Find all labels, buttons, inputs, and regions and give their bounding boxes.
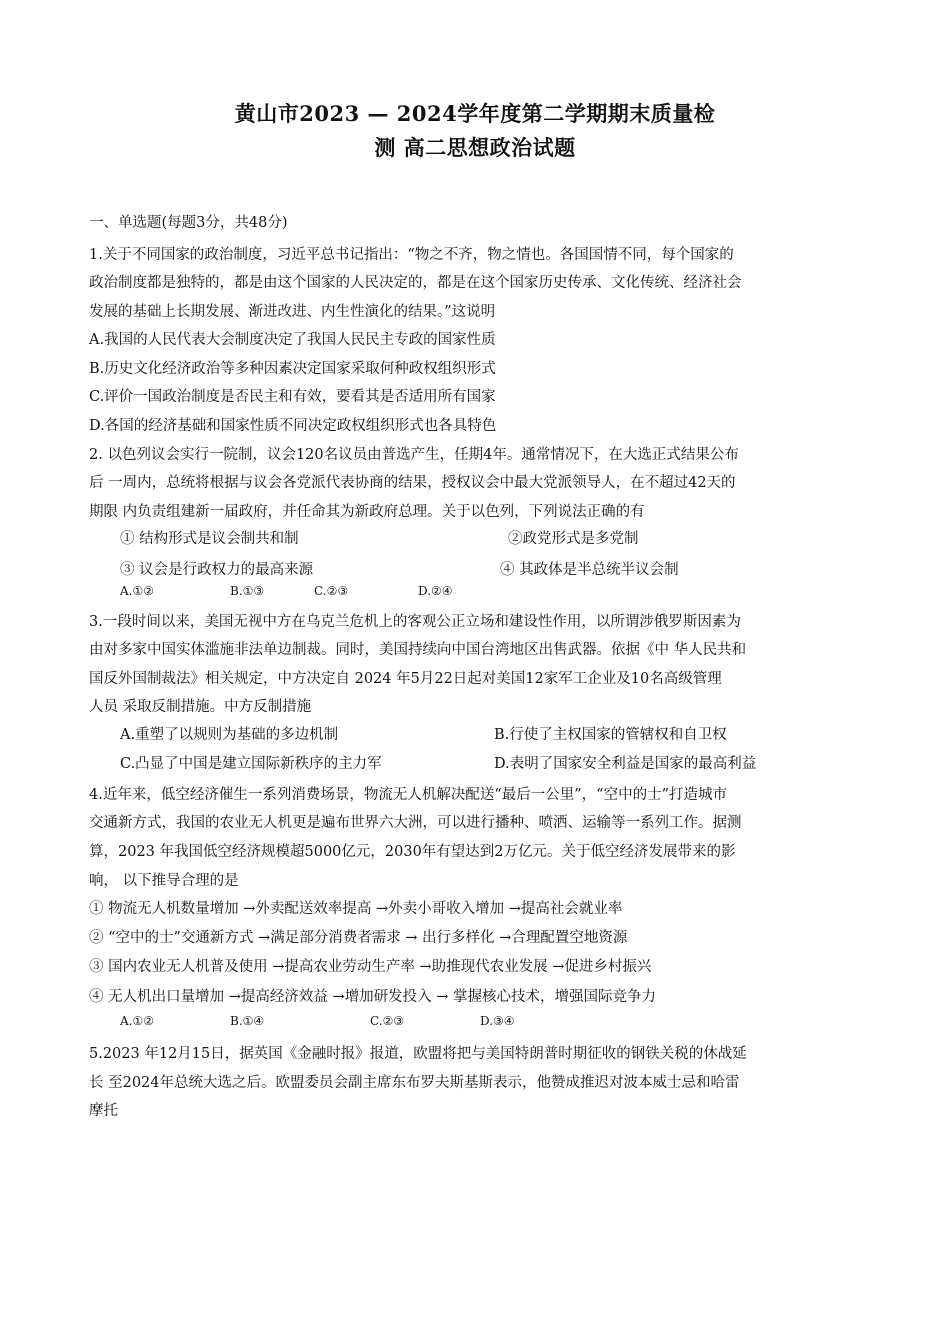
q3-option-c: C.凸显了中国是建立国际新秩序的主力军 — [120, 756, 382, 772]
q2-stem-line2: 后 一周内，总统将根据与议会各党派代表协商的结果，授权议会中最大党派领导人，在不超过42天的 — [89, 475, 736, 491]
q3-stem-line2: 由对多家中国实体滥施非法单边制裁。同时，美国持续向中国台湾地区出售武器。依据《中 华人民共和 — [89, 642, 747, 658]
q4-stem-line1: 4.近年来，低空经济催生一系列消费场景，物流无人机解决配送“最后一公里”，“空中的士”打造城市 — [89, 787, 727, 803]
section-heading: 一、单选题(每题3分，共48分) — [89, 215, 288, 231]
q5-stem-line2: 长 至2024年总统大选之后。欧盟委员会副主席东布罗夫斯基斯表示，他赞成推迟对波本威士忌和哈雷 — [89, 1075, 740, 1091]
q4-option-c: C.②③ — [370, 1014, 405, 1028]
exam-title-line2: 测 高二思想政治试题 — [374, 135, 576, 160]
exam-title-line1: 黄山市2023 — 2024学年度第二学期期末质量检 — [234, 101, 716, 126]
q2-option-d: D.②④ — [418, 584, 453, 598]
q2-option-b: B.①③ — [230, 584, 265, 598]
q4-stem-line2: 交通新方式，我国的农业无人机更是遍布世界六大洲，可以进行播种、喷洒、运输等一系列工作。据测 — [89, 815, 742, 831]
q4-option-b: B.①④ — [230, 1014, 265, 1028]
q2-stem-line1: 2. 以色列议会实行一院制，议会120名议员由普选产生，任期4年。通常情况下，在大选正式结果公布 — [89, 447, 739, 463]
q1-option-c: C.评价一国政治制度是否民主和有效，要看其是否适用所有国家 — [89, 389, 496, 405]
q1-stem-line1: 1.关于不同国家的政治制度，习近平总书记指出：“物之不齐，物之情也。各国国情不同，每个国家的 — [89, 247, 734, 263]
q2-statement-2: ②政党形式是多党制 — [508, 531, 639, 547]
q2-statement-4: ④ 其政体是半总统半议会制 — [500, 562, 679, 578]
q2-stem-line3: 期限 内负责组建新一届政府，并任命其为新政府总理。关于以色列，下列说法正确的有 — [89, 504, 645, 520]
q4-option-d: D.③④ — [480, 1014, 515, 1028]
q1-option-b: B.历史文化经济政治等多种因素决定国家采取何种政权组织形式 — [89, 361, 496, 377]
q4-statement-3: ③ 国内农业无人机普及使用 →提高农业劳动生产率 →助推现代农业发展 →促进乡村振兴 — [89, 959, 652, 975]
q4-statement-1: ① 物流无人机数量增加 →外卖配送效率提高 →外卖小哥收入增加 →提高社会就业率 — [89, 901, 623, 917]
q4-stem-line4: 响， 以下推导合理的是 — [89, 873, 239, 889]
q4-statement-4: ④ 无人机出口量增加 →提高经济效益 →增加研发投入 → 掌握核心技术，增强国际竞争力 — [89, 989, 656, 1005]
q4-option-a: A.①② — [120, 1014, 154, 1028]
q2-option-a: A.①② — [120, 584, 154, 598]
q2-statement-3: ③ 议会是行政权力的最高来源 — [120, 562, 314, 578]
q3-option-d: D.表明了国家安全利益是国家的最高利益 — [494, 756, 757, 772]
q1-option-a: A.我国的人民代表大会制度决定了我国人民民主专政的国家性质 — [89, 332, 496, 348]
q3-stem-line4: 人员 采取反制措施。中方反制措施 — [89, 699, 312, 715]
q4-stem-line3: 算，2023 年我国低空经济规模超5000亿元，2030年有望达到2万亿元。关于低空经济发展带来的影 — [89, 844, 736, 860]
q1-stem-line2: 政治制度都是独特的，都是由这个国家的人民决定的，都是在这个国家历史传承、文化传统、经济社会 — [89, 275, 742, 291]
q5-stem-line1: 5.2023 年12月15日，据英国《金融时报》报道，欧盟将把与美国特朗普时期征收的钢铁关税的休战延 — [89, 1046, 747, 1062]
q1-stem-line3: 发展的基础上长期发展、渐进改进、内生性演化的结果。”这说明 — [89, 304, 496, 320]
q3-option-b: B.行使了主权国家的管辖权和自卫权 — [494, 727, 727, 743]
q4-statement-2: ② “空中的士”交通新方式 →满足部分消费者需求 → 出行多样化 →合理配置空地资源 — [89, 930, 628, 946]
q1-option-d: D.各国的经济基础和国家性质不同决定政权组织形式也各具特色 — [89, 418, 497, 434]
q2-option-c: C.②③ — [314, 584, 349, 598]
q3-stem-line3: 国反外国制裁法》相关规定，中方决定自 2024 年5月22日起对美国12家军工企业及10名高级管理 — [89, 671, 722, 687]
q2-statement-1: ① 结构形式是议会制共和制 — [120, 531, 299, 547]
q5-stem-line3: 摩托 — [89, 1103, 118, 1119]
q3-option-a: A.重塑了以规则为基础的多边机制 — [120, 727, 339, 743]
q3-stem-line1: 3.一段时间以来，美国无视中方在乌克兰危机上的客观公正立场和建设性作用，以所谓涉俄罗斯因素为 — [89, 614, 741, 630]
